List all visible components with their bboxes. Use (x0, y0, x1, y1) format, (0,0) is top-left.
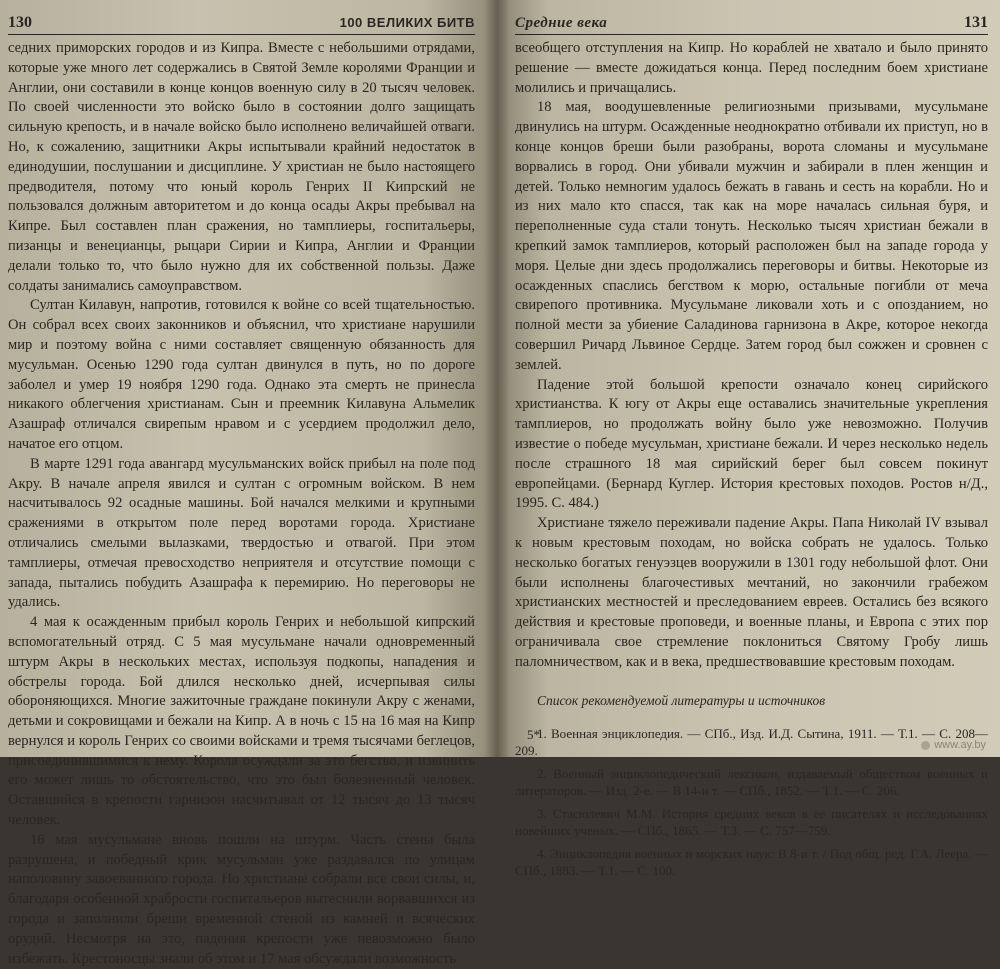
left-paragraph: 16 мая мусульмане вновь пошли на штурм. Часть стены была разрушена, и победный крик мусульман уже раздавался по улицам наполовину завоеванного города. Но христиане собрали все свои силы, и, благодаря особенной храбрости госпитальеров вытеснили ворвавшихся из города и заполнили бреши временной стеной из камней и всяческих орудий. Несмотря на это, падения крепости уже невозможно было избежать. Крестоносцы знали об этом и 17 мая обсуждали возможность (8, 831, 475, 967)
right-running-head (515, 14, 988, 35)
reference-item: 1. Военная энциклопедия. — СПб., Изд. И.Д. Сытина, 1911. — Т.1. — С. 208—209. (515, 725, 988, 758)
reference-item: 4. Энциклопедия военных и морских наук: В 8-и т. / Под общ. ред. Г.А. Леера. — СПб., 1883. — Т.1. — С. 100. (515, 845, 988, 878)
left-running-head (8, 14, 475, 35)
reference-item: 2. Военный энциклопедический лексикон, издаваемый обществом военных и литераторов. — Изд. 2-е. — В 14-и т. — СПб., 1852. — Т.1. — С. 206. (515, 765, 988, 798)
right-paragraph: Христиане тяжело переживали падение Акры. Папа Николай IV взывал к новым крестовым походам, но войска собрать не удалось. Только несколько богатых генуэзцев вооружили в 1301 году небольшой флот. Они были исполнены благочестивых мечтаний, но закончили грабежом христианских местностей и преследованием евреев. Остались без всякого действия и крестовые проповеди, и военные планы, и Европа с этих пор ограничивала свое стремление поклониться Святому Гробу лишь паломничеством, как и в века, предшествовавшие крестовым походам. (515, 515, 988, 670)
left-page-number: 130 (8, 14, 32, 31)
left-paragraph: седних приморских городов и из Кипра. Вместе с небольшими отрядами, которые уже много лет содержались в Святой Земле королями Франции и Англии, они составили в конце концов военную силу в 20 тысяч человек. По своей численности это войско было в состоянии долго защищать сильную крепость, и в начале войско было исполнено величайшей отваги. Но, к сожалению, защитники Акры испытывали крайний недостаток в единодушии, послушании и дисциплине. У христиан не было настоящего предводителя, потому что юный король Генрих II Кипрский не пользовался должным авторитетом и до конца осады Акры пребывал на Кипре. Был составлен план сражения, но тамплиеры, госпитальеры, пизанцы и венецианцы, рыцари Сирии и Кипра, Англии и Франции делали только то, что было нужно для их собственной пользы. Даже солдаты занимались самоуправством. (8, 40, 475, 294)
watermark: www.ay.by (921, 739, 986, 751)
reference-item: 3. Стасюлевич М.М. История средних веков в ее писателях и исследованиях новейших ученых. — СПб., 1865. — Т.3. — С. 757—759. (515, 805, 988, 838)
left-running-title: 100 ВЕЛИКИХ БИТВ (339, 15, 475, 30)
right-paragraph: всеобщего отступления на Кипр. Но кораблей не хватало и было принято решение — вместе дожидаться конца. Перед последним боем христиане молились и причащались. (515, 40, 988, 96)
left-page (0, 0, 497, 967)
right-running-title: Средние века (515, 15, 608, 31)
right-paragraph: Падение этой большой крепости означало конец сирийского христианства. К югу от Акры еще оставались значительные укрепления тамплиеров, но продолжать войну было уже невозможно. Получив известие о победе мусульман, христиане бежали. И через несколько недель после страшного 18 мая сирийский берег был совсем покинут европейцами. (Бернард Куглер. История крестовых походов. Ростов н/Д., 1995. С. 484.) (515, 376, 988, 512)
left-paragraph: Султан Килавун, напротив, готовился к войне со всей тщательностью. Он собрал всех своих законников и объяснил, что христиане нарушили мир и поэтому война с ними составляет священную обязанность для мусульман. Осенью 1290 года султан двинулся в путь, но по дороге заболел и умер 19 ноября 1290 года. Однако эта смерть не принесла никакого облегчения христианам. Сын и преемник Килавуна Альмелик Азашраф отличался свирепым нравом и с усердием продолжил дело, начатое его отцом. (8, 297, 475, 452)
references-title: Список рекомендуемой литературы и источников (537, 692, 826, 708)
right-page-number: 131 (964, 14, 988, 31)
signature-mark: 5* (527, 727, 540, 742)
right-paragraph: 18 мая, воодушевленные религиозными призывами, мусульмане двинулись на штурм. Осажденные неоднократно отбивали их приступ, но в конце концов бреши были разобраны, ворота сломаны и мусульмане ворвались в город. Они убивали мужчин и забирали в плен женщин и детей. Только немногим удалось бежать в гавань и сесть на корабли. Но и из них мало кто спасся, так как на море началась сильная буря, и переполненные суда стали тонуть. Несколько тысяч христиан бежали в крепкий замок тамплиеров, который расположен был на западе города у моря. Целые дни здесь продолжались переговоры и битвы. Некоторые из осажденных спаслись бегством к морю, остальные погибли от меча свирепого противника. Мусульмане ликовали хоть и с опозданием, но полной мести за убиение Саладинова гарнизона в Акре, которое некогда совершил Ричард Львиное Сердце. Затем город был сожжен и сровнен с землей. (515, 99, 988, 373)
left-paragraph: 4 мая к осажденным прибыл король Генрих и небольшой кипрский вспомогательный отряд. С 5 мая мусульмане начали одновременный штурм Акры в нескольких местах, используя подкопы, нападения и обстрелы города. Бой длился несколько дней, исчерпывая силы обороняющихся. Многие зажиточные граждане покинули Акру с женами, детьми и сокровищами и бежали на Кипр. А в ночь с 15 на 16 мая на Кипр вернулся и король Генрих со своими войсками и тремя тысячами беглецов, присоединившимися к нему. Короля осуждали за это бегство, и извинить его может лишь то обстоятельство, что это был болезненный человек. Оставшийся в крепости гарнизон насчитывал от 12 тысяч до 13 тысяч человек. (8, 614, 475, 829)
left-paragraph: В марте 1291 года авангард мусульманских войск прибыл на поле под Акру. В начале апреля явился и султан с огромным войском. В нем насчитывалось 92 осадные машины. Бой начался мелкими и крупными сражениями в открытом поле перед воротами города. Христиане отличались смелыми вылазками, твердостью и отвагой. При этом тамплиеры, отмечая превосходство неприятеля и отсутствие помощи с запада, пытались побудить Азашрафа к перемирию. Но переговоры не удались. (8, 455, 475, 611)
right-page (497, 0, 1000, 878)
